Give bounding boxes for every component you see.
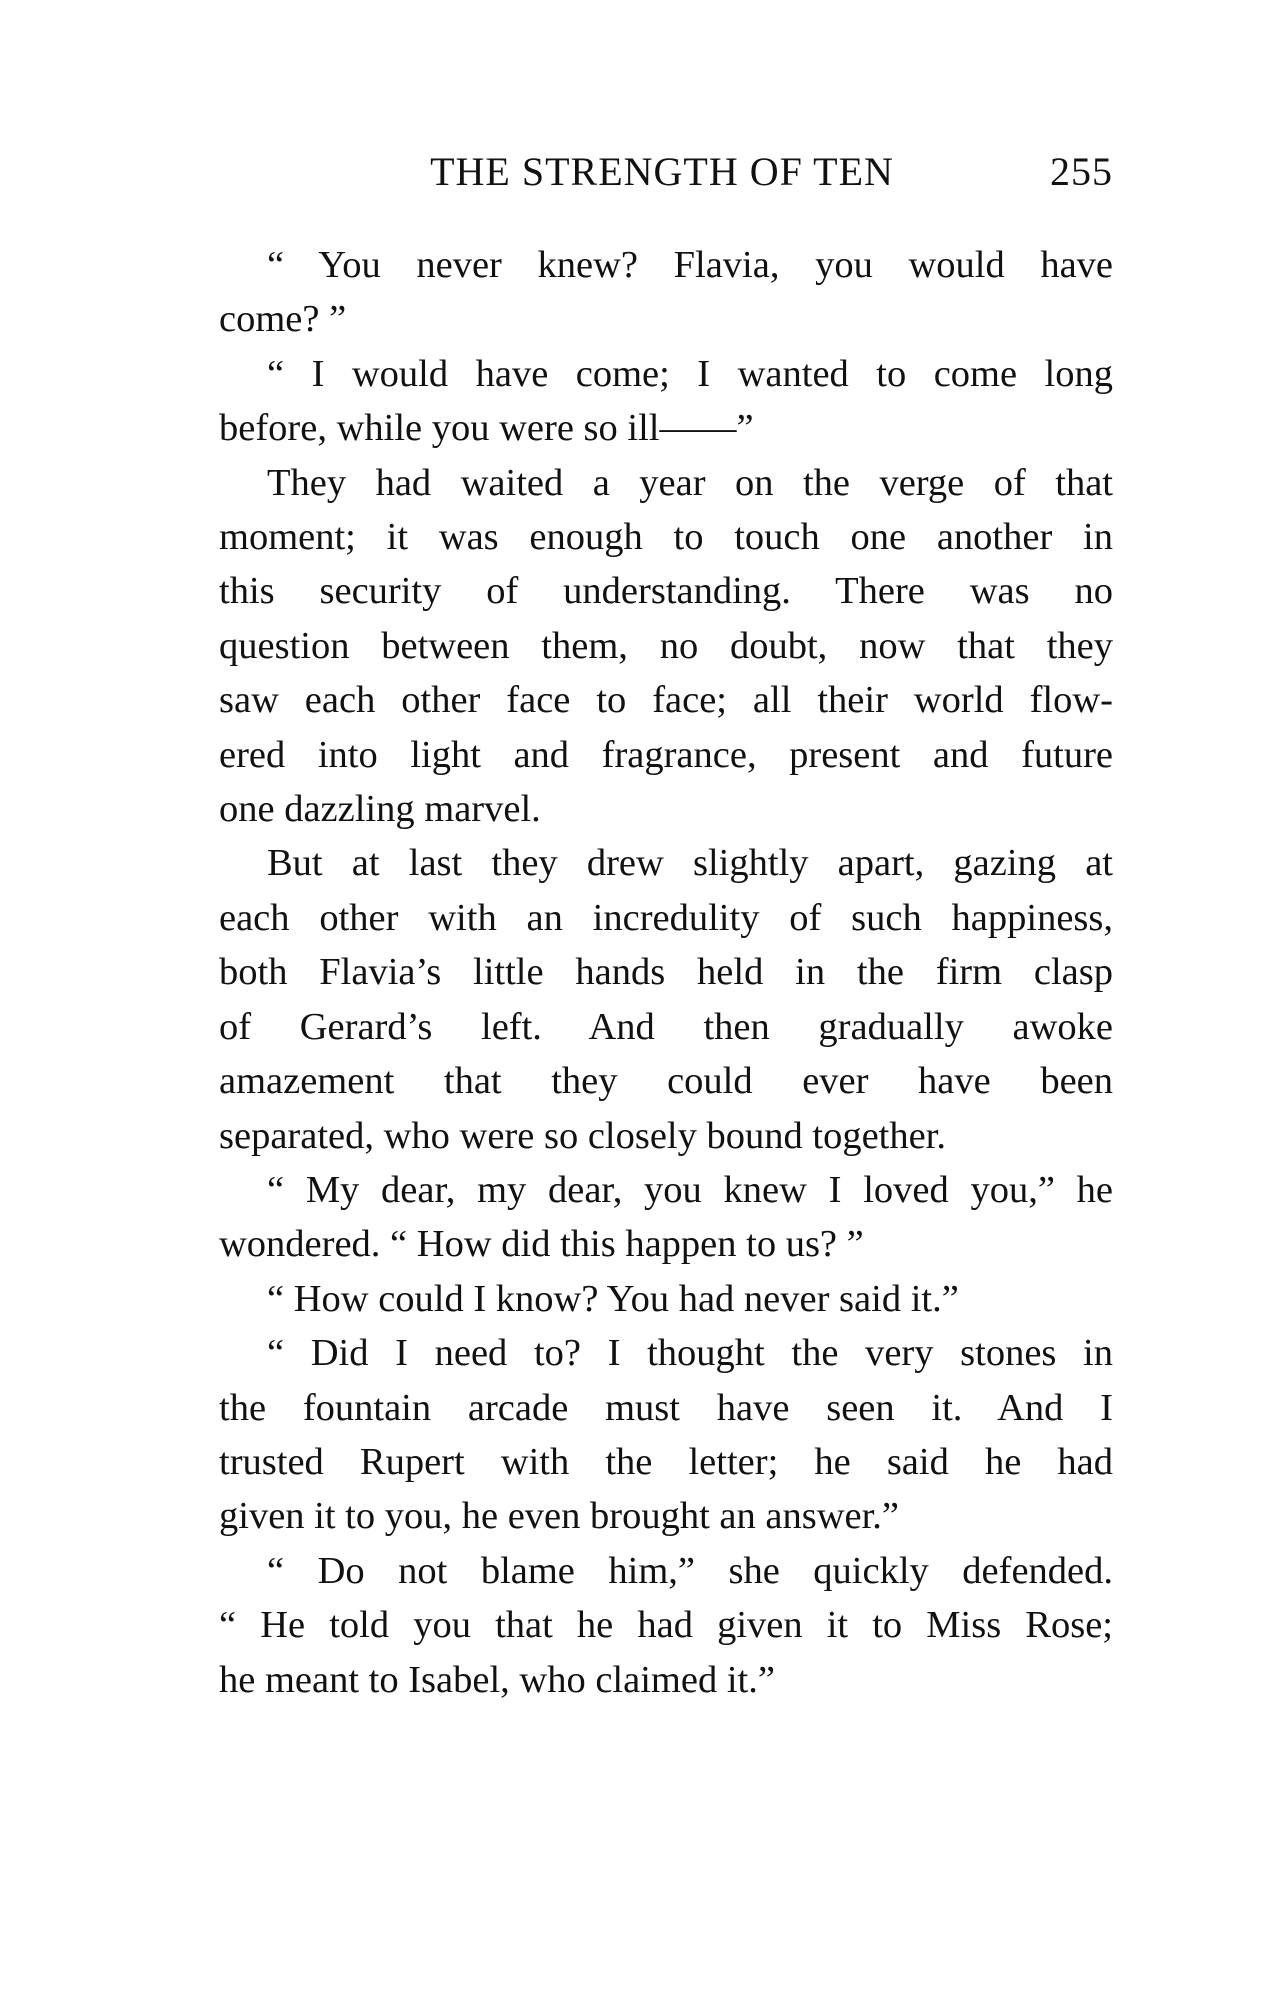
text-line: given it to you, he even brought an answer.” xyxy=(219,1495,899,1538)
text-line: amazement that they could ever have been xyxy=(219,1060,1113,1103)
text-line: one dazzling marvel. xyxy=(219,788,541,831)
text-line: both Flavia’s little hands held in the firm clasp xyxy=(219,951,1113,994)
running-head xyxy=(171,142,1113,202)
text-line: before, while you were so ill——” xyxy=(219,407,754,450)
paragraph-1 xyxy=(171,238,1113,347)
text-line: question between them, no doubt, now that they xyxy=(219,624,1113,667)
text-line: this security of understanding. There was no xyxy=(219,570,1113,613)
text-line: ered into light and fragrance, present and future xyxy=(219,733,1113,776)
text-line: “ Did I need to? I thought the very stones in xyxy=(267,1332,1113,1375)
paragraph-8 xyxy=(171,1544,1113,1707)
text-line: But at last they drew slightly apart, gazing at xyxy=(267,842,1113,885)
text-line: moment; it was enough to touch one another in xyxy=(219,516,1113,559)
text-line: each other with an incredulity of such happiness, xyxy=(219,896,1113,939)
paragraph-2 xyxy=(171,347,1113,456)
text-line: They had waited a year on the verge of that xyxy=(267,461,1113,504)
text-line: saw each other face to face; all their world flow- xyxy=(219,679,1113,722)
text-line: he meant to Isabel, who claimed it.” xyxy=(219,1658,775,1701)
paragraph-4 xyxy=(171,836,1113,1162)
text-line: “ I would have come; I wanted to come long xyxy=(267,352,1113,395)
text-line: of Gerard’s left. And then gradually awoke xyxy=(219,1005,1113,1048)
text-line: “ He told you that he had given it to Miss Rose; xyxy=(219,1604,1113,1647)
text-line: trusted Rupert with the letter; he said he had xyxy=(219,1440,1113,1483)
paragraph-5 xyxy=(171,1163,1113,1272)
text-line: “ How could I know? You had never said it.” xyxy=(267,1277,959,1320)
text-line: “ Do not blame him,” she quickly defended. xyxy=(267,1549,1113,1592)
text-line: the fountain arcade must have seen it. And I xyxy=(219,1386,1113,1429)
text-line: “ You never knew? Flavia, you would have xyxy=(267,244,1113,286)
paragraph-6 xyxy=(171,1272,1113,1326)
text-line: “ My dear, my dear, you knew I loved you,” he xyxy=(267,1168,1113,1211)
running-title: THE STRENGTH OF TEN xyxy=(430,149,894,194)
paragraph-7 xyxy=(171,1326,1113,1544)
paragraph-3 xyxy=(171,456,1113,837)
page-number: 255 xyxy=(1050,149,1113,194)
text-line: separated, who were so closely bound together. xyxy=(219,1114,947,1157)
text-line: come? ” xyxy=(219,298,347,341)
body-text xyxy=(171,238,1113,1707)
text-line: wondered. “ How did this happen to us? ” xyxy=(219,1223,864,1266)
